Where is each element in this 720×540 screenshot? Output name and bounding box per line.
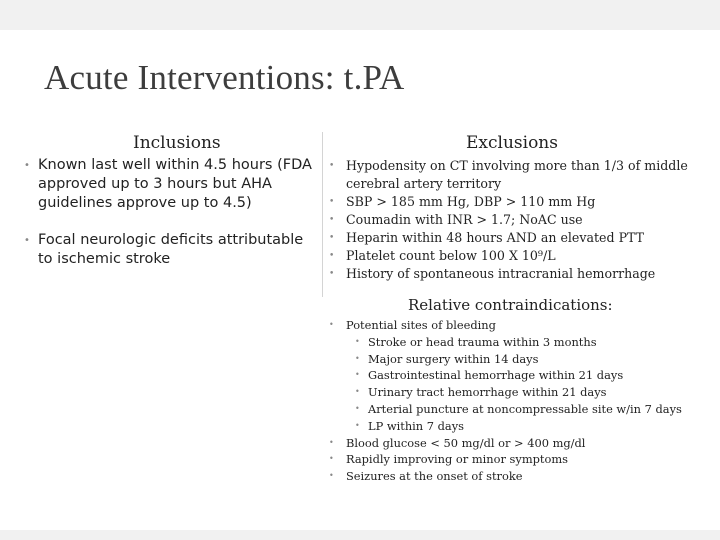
bullet-icon: • <box>329 215 335 225</box>
bullet-icon: • <box>329 161 335 171</box>
exclusions-list <box>329 157 709 283</box>
bullet-icon: • <box>329 269 335 279</box>
column-divider <box>322 132 323 297</box>
potential-site-text: Major surgery within 14 days <box>368 351 539 366</box>
bullet-icon: • <box>329 454 334 464</box>
bottom-band <box>0 530 720 540</box>
relative-text: Seizures at the onset of stroke <box>346 469 523 484</box>
bullet-icon: • <box>355 336 360 346</box>
top-band <box>0 0 720 30</box>
potential-site-item <box>346 334 714 351</box>
bullet-icon: • <box>329 437 334 447</box>
potential-site-text: LP within 7 days <box>368 418 464 433</box>
relative-item <box>329 435 714 452</box>
relative-contraindications-list <box>329 317 714 485</box>
inclusions-list <box>24 156 314 287</box>
bullet-icon: • <box>329 471 334 481</box>
exclusion-text: SBP > 185 mm Hg, DBP > 110 mm Hg <box>346 194 596 209</box>
exclusion-text: History of spontaneous intracranial hemorrhage <box>346 266 656 281</box>
relative-text: Blood glucose < 50 mg/dl or > 400 mg/dl <box>346 435 586 450</box>
relative-item <box>329 317 714 435</box>
exclusion-item <box>329 265 709 283</box>
relative-text: Rapidly improving or minor symptoms <box>346 452 569 467</box>
potential-site-text: Stroke or head trauma within 3 months <box>368 334 597 349</box>
bullet-icon: • <box>329 251 335 261</box>
bullet-icon: • <box>329 320 334 329</box>
exclusion-item <box>329 211 709 229</box>
potential-site-text: Urinary tract hemorrhage within 21 days <box>368 385 607 400</box>
exclusion-text: Hypodensity on CT involving more than 1/3 of middle cerebral artery territory <box>346 158 688 191</box>
exclusion-text: Platelet count below 100 X 10⁹/L <box>346 248 556 263</box>
relative-item <box>329 451 714 468</box>
bullet-icon: • <box>329 197 335 207</box>
potential-site-text: Gastrointestinal hemorrhage within 21 days <box>368 368 624 383</box>
potential-site-item <box>346 401 714 418</box>
exclusion-text: Heparin within 48 hours AND an elevated PTT <box>346 230 645 245</box>
potential-site-item <box>346 384 714 401</box>
exclusion-item <box>329 247 709 265</box>
exclusions-heading: Exclusions <box>466 133 558 153</box>
bullet-icon: • <box>355 420 360 430</box>
exclusion-item <box>329 193 709 211</box>
exclusion-text: Coumadin with INR > 1.7; NoAC use <box>346 212 583 227</box>
potential-site-item <box>346 367 714 384</box>
exclusion-item <box>329 229 709 247</box>
bullet-icon: • <box>24 235 30 246</box>
potential-site-item <box>346 418 714 435</box>
potential-site-text: Arterial puncture at noncompressable site w/in 7 days <box>368 401 682 416</box>
slide-title: Acute Interventions: t.PA <box>44 58 405 97</box>
bullet-icon: • <box>355 370 360 380</box>
bullet-icon: • <box>355 387 360 397</box>
bullet-icon: • <box>355 403 360 413</box>
bullet-icon: • <box>355 353 360 363</box>
potential-sites-label: Potential sites of bleeding <box>346 318 496 332</box>
potential-sites-sublist <box>346 334 714 435</box>
exclusion-item <box>329 157 709 193</box>
potential-site-item <box>346 351 714 368</box>
relative-contraindications-heading: Relative contraindications: <box>408 296 613 314</box>
inclusion-item <box>24 156 314 213</box>
relative-item <box>329 468 714 485</box>
inclusion-item <box>24 231 314 269</box>
inclusion-text: Focal neurologic deficits attributable to ischemic stroke <box>38 232 304 267</box>
bullet-icon: • <box>329 233 335 243</box>
inclusions-heading: Inclusions <box>133 133 221 153</box>
inclusion-text: Known last well within 4.5 hours (FDA approved up to 3 hours but AHA guidelines approve up to 4.5) <box>38 157 312 211</box>
bullet-icon: • <box>24 160 30 171</box>
